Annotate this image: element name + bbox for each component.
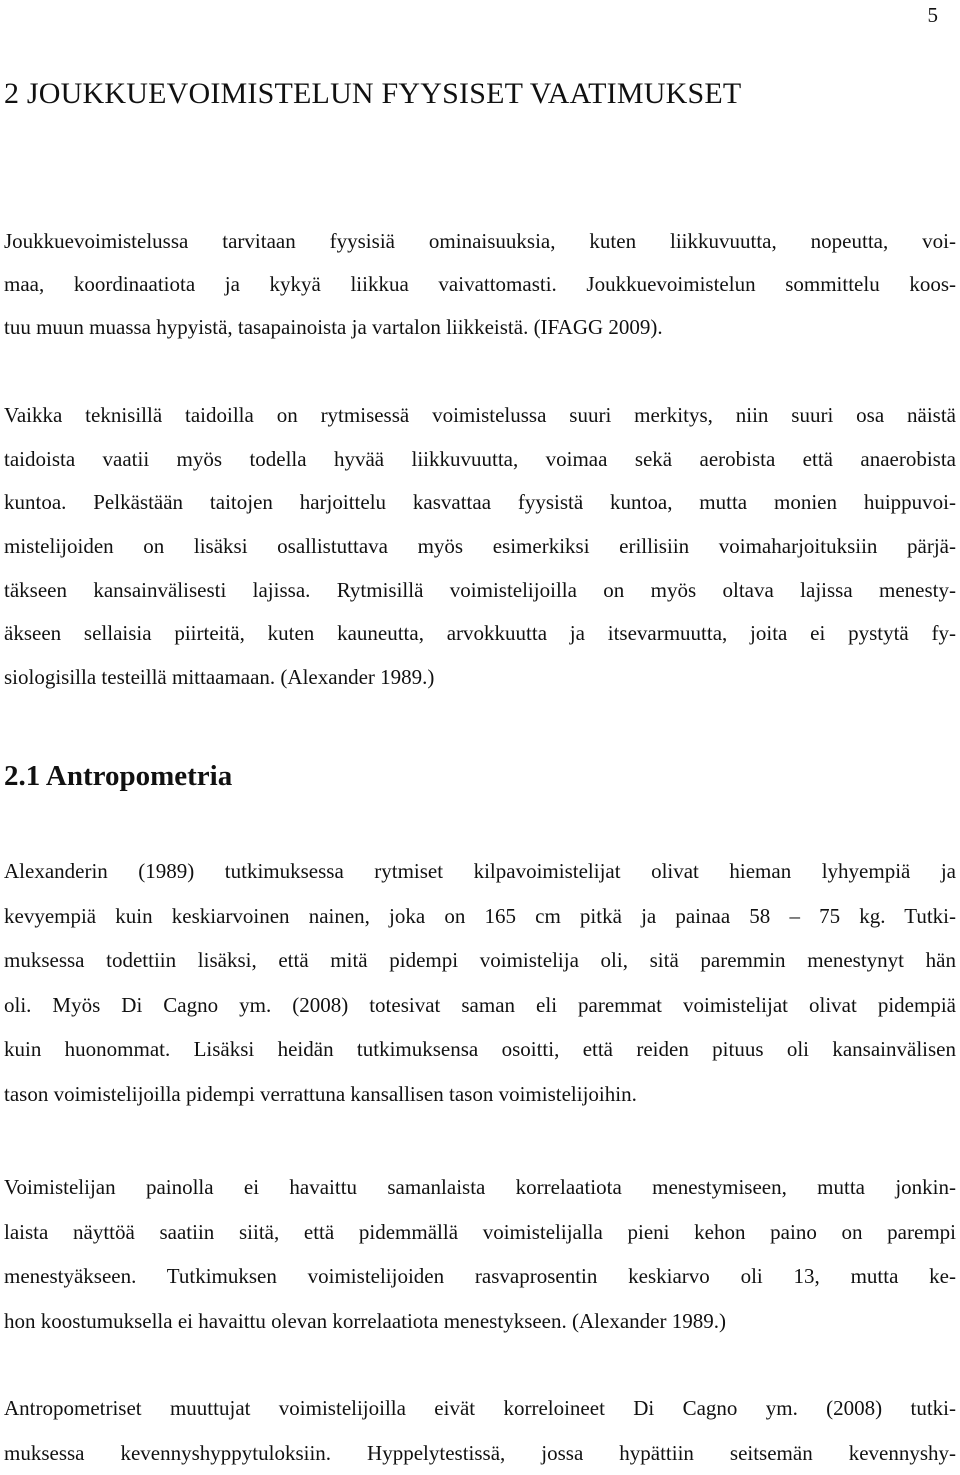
text-line: äkseen sellaisia piirteitä, kuten kauneutta, arvokkuutta ja itsevarmuutta, joita ei pystytä fy-: [4, 621, 956, 646]
paragraph-anthropometric: [4, 1386, 956, 1475]
text-line: taidoista vaatii myös todella hyvää liikkuvuutta, voimaa sekä aerobista että anaerobista: [4, 446, 956, 471]
paragraph-intro: [4, 220, 956, 349]
text-line: Alexanderin (1989) tutkimuksessa rytmiset kilpavoimistelijat olivat hieman lyhyempiä ja: [4, 859, 956, 883]
text-line: Joukkuevoimistelussa tarvitaan fyysisiä ominaisuuksia, kuten liikkuvuutta, nopeutta, voi-: [4, 229, 956, 253]
text-line: muksessa todettiin lisäksi, että mitä pidempi voimistelija oli, sitä paremmin menestynyt hän: [4, 948, 956, 972]
text-line: kevyempiä kuin keskiarvoinen nainen, joka on 165 cm pitkä ja painaa 58 – 75 kg. Tutki-: [4, 903, 956, 928]
text-line: laista näyttöä saatiin siitä, että pidemmällä voimistelijalla pieni kehon paino on parempi: [4, 1219, 956, 1244]
text-line: menestyäkseen. Tutkimuksen voimistelijoiden rasvaprosentin keskiarvo oli 13, mutta ke-: [4, 1264, 956, 1289]
text-line: mistelijoiden on lisäksi osallistuttava myös esimerkiksi erillisiin voimaharjoituksiin pärjä-: [4, 534, 956, 559]
section-title: 2.1 Antropometria: [4, 760, 233, 792]
text-line: tason voimistelijoilla pidempi verrattuna kansallisen tason voimistelijoihin.: [4, 1081, 637, 1106]
text-line: siologisilla testeillä mittaamaan. (Alexander 1989.): [4, 665, 435, 690]
chapter-title: 2 JOUKKUEVOIMISTELUN FYYSISET VAATIMUKSET: [4, 77, 742, 110]
text-line: maa, koordinaatiota ja kykyä liikkua vaivattomasti. Joukkuevoimistelun sommittelu koos-: [4, 272, 956, 296]
text-line: oli. Myös Di Cagno ym. (2008) totesivat saman eli paremmat voimistelijat olivat pidempiä: [4, 992, 956, 1017]
text-line: Voimistelijan painolla ei havaittu samanlaista korrelaatiota menestymiseen, mutta jonkin-: [4, 1175, 956, 1199]
text-line: tuu muun muassa hypyistä, tasapainoista ja vartalon liikkeistä. (IFAGG 2009).: [4, 315, 663, 339]
text-line: Antropometriset muuttujat voimistelijoilla eivät korreloineet Di Cagno ym. (2008) tutki-: [4, 1396, 956, 1420]
text-line: muksessa kevennyshyppytuloksiin. Hyppelytestissä, jossa hypättiin seitsemän kevennyshy-: [4, 1440, 956, 1465]
text-line: hon koostumuksella ei havaittu olevan korrelaatiota menestykseen. (Alexander 1989.): [4, 1308, 726, 1333]
text-line: kuntoa. Pelkästään taitojen harjoittelu kasvattaa fyysistä kuntoa, mutta monien huippuvoi-: [4, 490, 956, 515]
page-number: 5: [927, 3, 938, 27]
text-line: Vaikka teknisillä taidoilla on rytmisessä voimistelussa suuri merkitys, niin suuri osa näistä: [4, 403, 956, 427]
paragraph-weight: [4, 1165, 956, 1343]
text-line: kuin huonommat. Lisäksi heidän tutkimuksensa osoitti, että reiden pituus oli kansainvälisen: [4, 1037, 956, 1061]
paragraph-skills: [4, 394, 956, 700]
text-line: täkseen kansainvälisesti lajissa. Rytmisillä voimistelijoilla on myös oltava lajissa menesty-: [4, 577, 956, 602]
paragraph-height: [4, 849, 956, 1116]
